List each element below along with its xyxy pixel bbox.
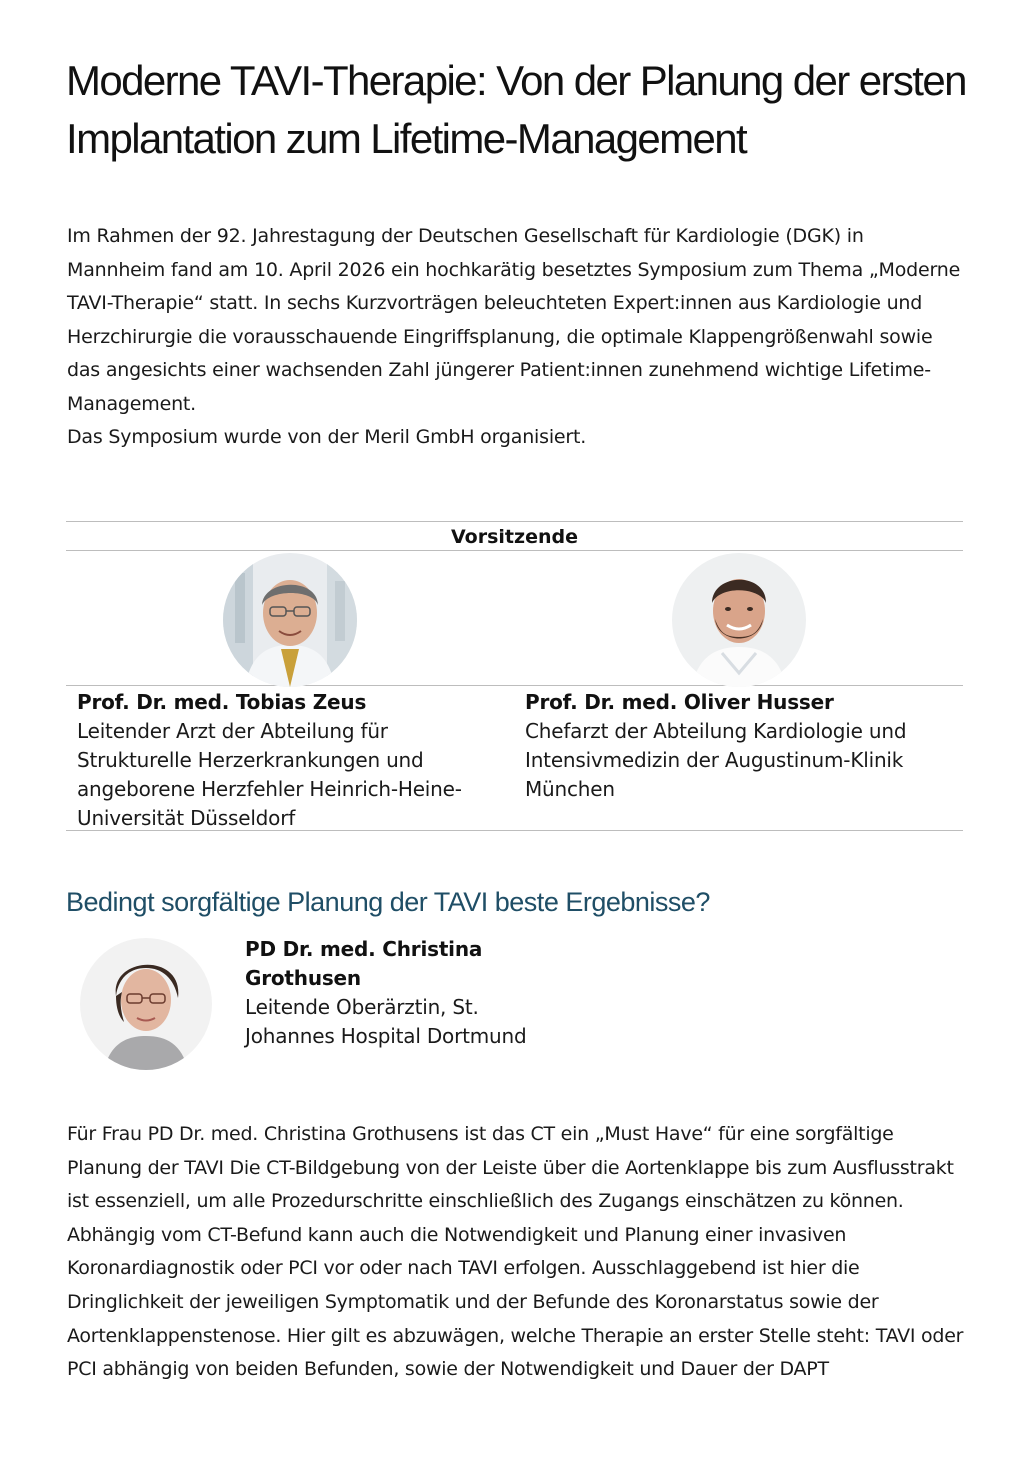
section-heading: Bedingt sorgfältige Planung der TAVI beste Ergebnisse? [66,887,710,917]
article-title: Moderne TAVI-Therapie: Von der Planung der ersten Implantation zum Lifetime-Management [66,57,966,162]
chair-role: Leitender Arzt der Abteilung für Strukturelle Herzerkrankungen und angeborene Herzfehler Heinrich-Heine-Universität Düsseldorf [77,719,462,830]
section-body: Für Frau PD Dr. med. Christina Grothusens ist das CT ein „Must Have“ für eine sorgfältige Planung der TAVI Die CT-Bildgebung von der Leiste über die Aortenklappe bis zum Ausflusstrakt ist essenziell, um alle Prozedurschritte einschließlich des Zugangs einschätzen zu können. Abhängig vom CT-Befund kann auch die Notwendigkeit und Planung einer invasiven Koronardiagnostik oder PCI vor oder nach TAVI erfolgen. Ausschlaggebend ist hier die Dringlichkeit der jeweiligen Symptomatik und der Befunde des Koronarstatus sowie der Aortenklappenstenose. Hier gilt es abzuwägen, welche Therapie an erster Stelle steht: TAVI oder PCI abhängig von beiden Befunden, sowie der Notwendigkeit und Dauer der DAPT [67,1123,964,1381]
chair-card [77,688,497,833]
organizer-note: Das Symposium wurde von der Meril GmbH organisiert. [67,426,587,448]
chairs-table [66,521,963,831]
speaker-card [245,935,565,1051]
avatar-oliver-husser [672,553,806,687]
speaker-name: PD Dr. med. Christina Grothusen [245,937,483,990]
intro-paragraph: Im Rahmen der 92. Jahrestagung der Deutschen Gesellschaft für Kardiologie (DGK) in Mannheim fand am 10. April 2026 ein hochkarätig besetztes Symposium zum Thema „Moderne TAVI-Therapie“ statt. In sechs Kurzvorträgen beleuchteten Expert:innen aus Kardiologie und Herzchirurgie die vorausschauende Eingriffsplanung, die optimale Klappengrößenwahl sowie das angesichts einer wachsenden Zahl jüngerer Patient:innen zunehmend wichtige Lifetime-Management. [67,225,961,415]
chair-card [525,688,945,804]
chair-name: Prof. Dr. med. Oliver Husser [525,690,834,714]
speaker-role: Leitende Oberärztin, St. Johannes Hospital Dortmund [245,995,527,1048]
chairs-heading: Vorsitzende [451,526,578,548]
chairs-info-row [66,686,963,830]
chairs-photo-row [66,551,963,685]
chair-name: Prof. Dr. med. Tobias Zeus [77,690,367,714]
avatar-christina-grothusen [80,938,212,1070]
intro-text [67,220,967,455]
chair-role: Chefarzt der Abteilung Kardiologie und Intensivmedizin der Augustinum-Klinik München [525,719,907,801]
avatar-tobias-zeus [223,553,357,687]
